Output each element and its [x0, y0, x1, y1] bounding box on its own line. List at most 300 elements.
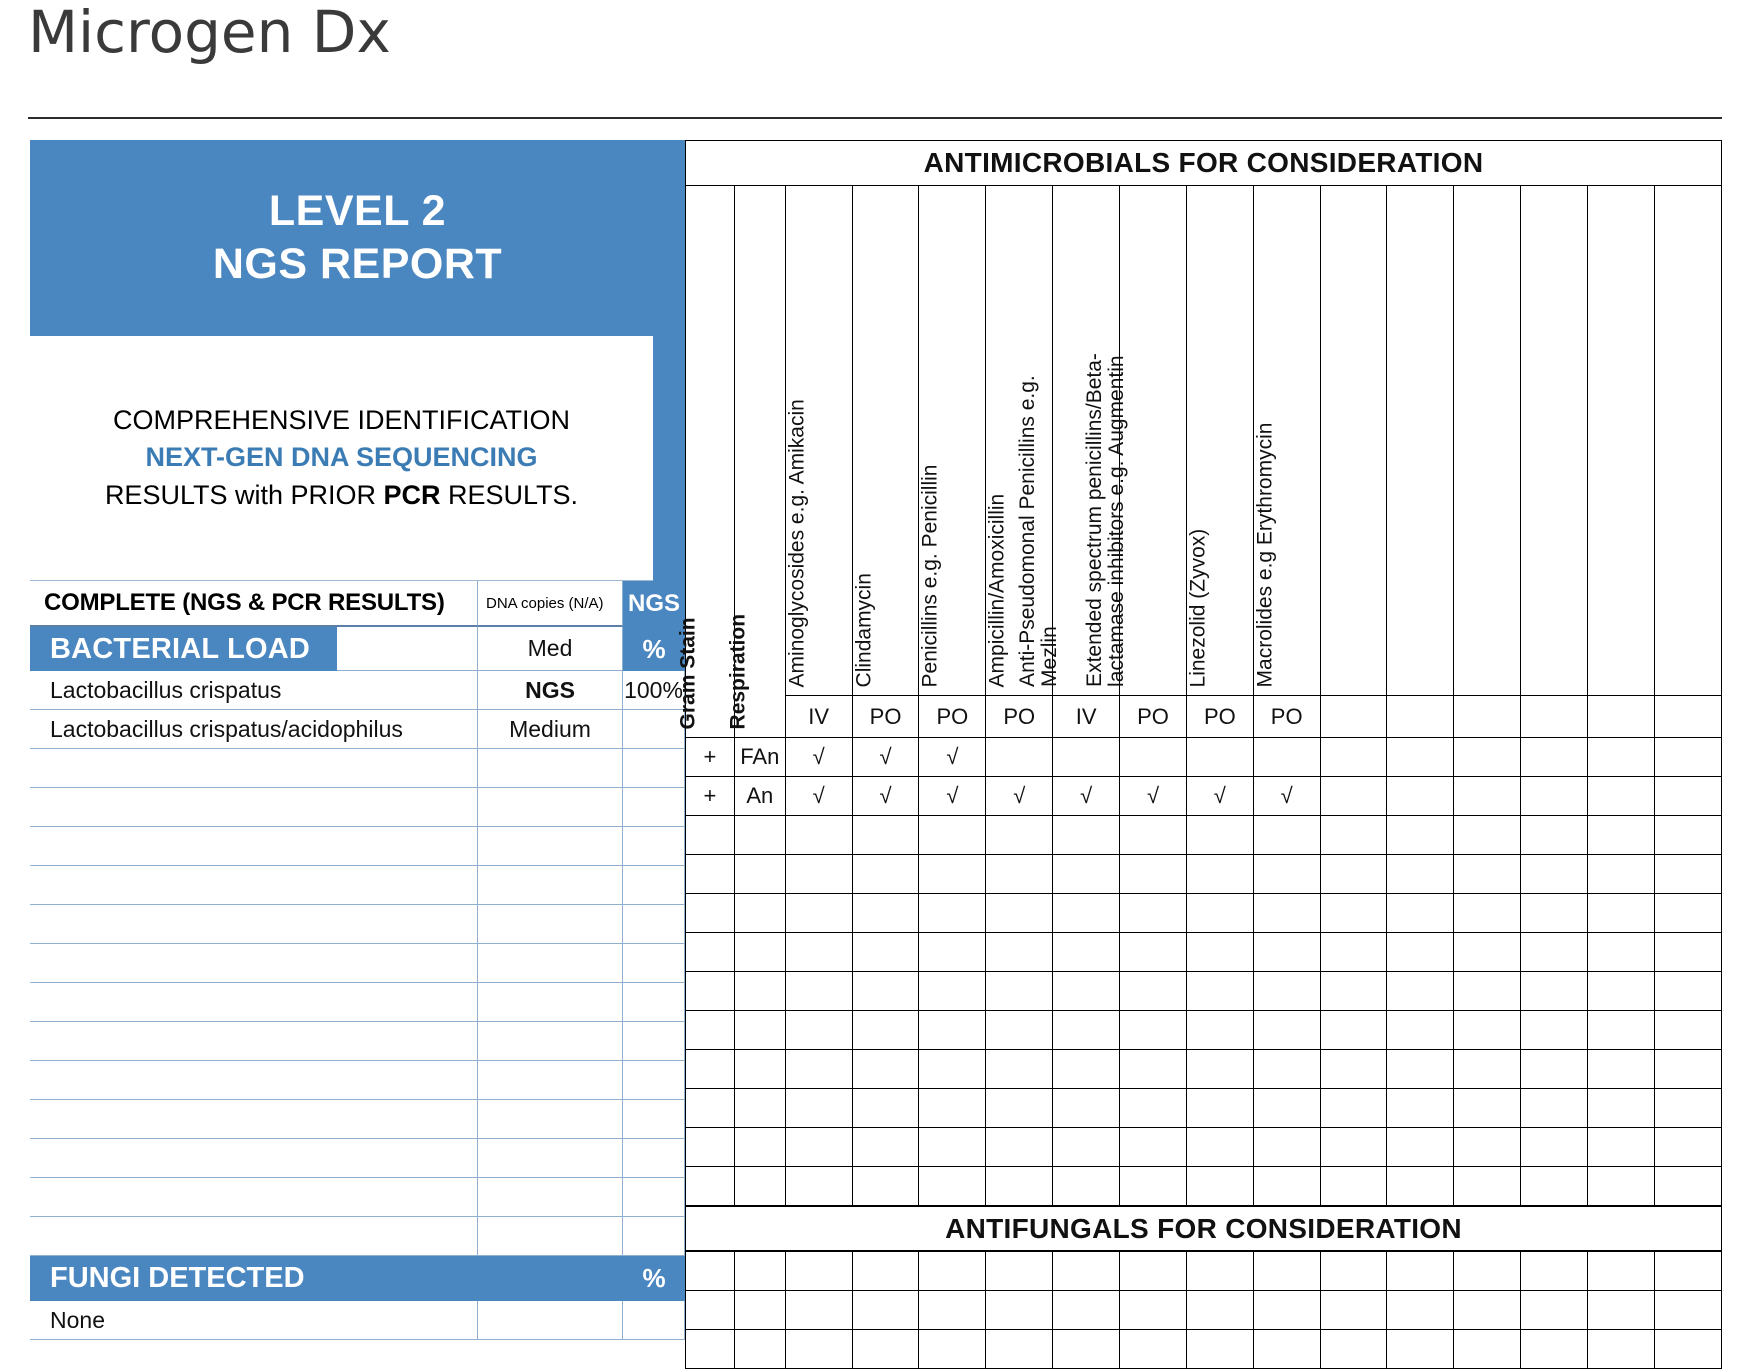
susceptibility-cell [1387, 738, 1454, 777]
organism-ngs-percent [623, 788, 685, 827]
empty-grid-cell [852, 1128, 919, 1167]
empty-grid-cell [1120, 855, 1187, 894]
empty-grid-cell [1588, 1011, 1655, 1050]
empty-grid-cell [686, 933, 735, 972]
ngs-report-table [30, 140, 1722, 1361]
empty-grid-cell [1521, 816, 1588, 855]
empty-grid-row [686, 1089, 1722, 1128]
empty-grid-cell [919, 816, 986, 855]
empty-grid-cell [1387, 933, 1454, 972]
susceptibility-cell [1454, 738, 1521, 777]
drug-column-label: Ampicillin/Amoxicillin [985, 493, 1009, 687]
empty-grid-cell [785, 1167, 852, 1206]
antifungal-cell [1387, 1291, 1454, 1330]
antifungal-cell [1521, 1252, 1588, 1291]
empty-grid-cell [686, 1128, 735, 1167]
antifungal-row [686, 1330, 1722, 1369]
antifungal-cell [734, 1252, 785, 1291]
empty-grid-cell [1521, 1128, 1588, 1167]
antifungal-cell [852, 1330, 919, 1369]
antifungal-cell [1253, 1330, 1320, 1369]
susceptibility-cell [1588, 738, 1655, 777]
empty-grid-cell [734, 1128, 785, 1167]
organism-row-empty [30, 866, 685, 905]
empty-grid-cell [852, 1167, 919, 1206]
empty-grid-cell [1588, 1089, 1655, 1128]
organism-row-empty [30, 827, 685, 866]
drug-column-header [852, 186, 919, 696]
organism-ngs-percent [623, 866, 685, 905]
empty-grid-cell [1320, 855, 1387, 894]
empty-grid-cell [986, 1011, 1053, 1050]
susceptibility-cell: √ [1253, 777, 1320, 816]
left-header-row [30, 581, 685, 627]
empty-grid-cell [1454, 855, 1521, 894]
empty-grid-cell [986, 894, 1053, 933]
organism-row-empty [30, 1217, 685, 1256]
organism-row [30, 710, 685, 749]
susceptibility-cell [1454, 777, 1521, 816]
empty-grid-cell [785, 816, 852, 855]
fungi-row [30, 1301, 685, 1340]
antifungal-cell [986, 1252, 1053, 1291]
empty-grid-cell [1387, 816, 1454, 855]
empty-grid-cell [686, 855, 735, 894]
empty-grid-cell [1387, 972, 1454, 1011]
organism-name: Lactobacillus crispatus [30, 671, 478, 710]
empty-grid-cell [1120, 1011, 1187, 1050]
empty-grid-cell [1120, 972, 1187, 1011]
organism-dna-value [478, 1139, 623, 1178]
susceptibility-cell [1320, 738, 1387, 777]
empty-grid-cell [1521, 855, 1588, 894]
antifungal-cell [1053, 1291, 1120, 1330]
drug-column-header [1654, 186, 1721, 696]
drug-column-header [785, 186, 852, 696]
empty-grid-cell [1387, 1167, 1454, 1206]
bacterial-load-label: BACTERIAL LOAD [30, 627, 357, 671]
empty-grid-cell [1053, 1011, 1120, 1050]
antifungal-cell [686, 1252, 735, 1291]
empty-grid-cell [1588, 1050, 1655, 1089]
empty-grid-cell [1053, 1050, 1120, 1089]
organism-name: Lactobacillus crispatus/acidophilus [30, 710, 478, 749]
empty-grid-cell [1521, 1167, 1588, 1206]
organism-name [30, 1139, 478, 1178]
organism-name [30, 1022, 478, 1061]
empty-grid-cell [734, 855, 785, 894]
empty-grid-row [686, 855, 1722, 894]
empty-grid-cell [919, 855, 986, 894]
empty-grid-cell [1120, 816, 1187, 855]
route-cell: IV [785, 696, 852, 738]
empty-grid-cell [919, 894, 986, 933]
organism-dna-value [478, 827, 623, 866]
antifungal-cell [986, 1291, 1053, 1330]
empty-grid-cell [734, 816, 785, 855]
empty-grid-cell [1521, 1089, 1588, 1128]
organism-row-empty [30, 905, 685, 944]
empty-grid-cell [1320, 1011, 1387, 1050]
route-cell: PO [1253, 696, 1320, 738]
empty-grid-cell [1253, 972, 1320, 1011]
organism-ngs-percent [623, 1022, 685, 1061]
empty-grid-cell [1120, 894, 1187, 933]
empty-grid-cell [1320, 1128, 1387, 1167]
antifungal-cell [1387, 1252, 1454, 1291]
empty-grid-cell [919, 1128, 986, 1167]
empty-grid-cell [686, 816, 735, 855]
fungi-detected-label: FUNGI DETECTED [50, 1262, 305, 1294]
description-line-3 [105, 477, 578, 514]
antifungal-cell [785, 1252, 852, 1291]
susceptibility-row [686, 777, 1722, 816]
organism-dna-value [478, 983, 623, 1022]
organism-name [30, 788, 478, 827]
drug-column-header [1083, 186, 1187, 696]
empty-grid-cell [919, 1011, 986, 1050]
organism-name [30, 827, 478, 866]
organism-name [30, 1061, 478, 1100]
antifungal-cell [1387, 1330, 1454, 1369]
empty-grid-cell [1654, 972, 1721, 1011]
empty-grid-cell [734, 1089, 785, 1128]
susceptibility-cell [1588, 777, 1655, 816]
antimicrobials-panel [676, 140, 1722, 1361]
organism-dna-value [478, 866, 623, 905]
empty-grid-cell [1588, 855, 1655, 894]
organism-row-empty [30, 788, 685, 827]
antifungal-cell [1588, 1330, 1655, 1369]
fungi-dna-value [478, 1301, 623, 1340]
susceptibility-cell [1186, 738, 1253, 777]
empty-grid-cell [919, 1089, 986, 1128]
empty-grid-cell [1253, 1128, 1320, 1167]
antifungal-cell [1120, 1291, 1187, 1330]
antifungal-cell [1454, 1291, 1521, 1330]
organism-ngs-percent [623, 1217, 685, 1256]
drug-column-label: Aminoglycosides e.g. Amikacin [785, 398, 809, 687]
organism-dna-value: NGS [478, 671, 623, 710]
drug-column-label: Linezolid (Zyvox) [1186, 528, 1210, 687]
empty-grid-cell [1654, 1128, 1721, 1167]
antifungal-cell [1521, 1291, 1588, 1330]
empty-grid-cell [1120, 1050, 1187, 1089]
empty-grid-cell [919, 972, 986, 1011]
empty-grid-cell [986, 1128, 1053, 1167]
organism-name [30, 866, 478, 905]
empty-grid-cell [1521, 1011, 1588, 1050]
empty-grid-cell [1186, 1128, 1253, 1167]
organism-name [30, 1100, 478, 1139]
empty-grid-cell [686, 1089, 735, 1128]
antimicrobials-title: ANTIMICROBIALS FOR CONSIDERATION [685, 140, 1722, 185]
empty-grid-cell [1454, 933, 1521, 972]
complete-results-header: COMPLETE (NGS & PCR RESULTS) [30, 581, 478, 627]
empty-grid-cell [1053, 1167, 1120, 1206]
empty-grid-cell [1186, 894, 1253, 933]
empty-grid-cell [852, 1089, 919, 1128]
empty-grid-cell [734, 1167, 785, 1206]
antifungal-cell [1253, 1291, 1320, 1330]
gram-stain-cell: + [686, 738, 735, 777]
route-cell: PO [986, 696, 1053, 738]
organism-row-empty [30, 1022, 685, 1061]
organism-ngs-percent [623, 905, 685, 944]
antifungal-cell [1120, 1330, 1187, 1369]
empty-grid-cell [1654, 894, 1721, 933]
report-title-line1: LEVEL 2 [268, 186, 447, 235]
organism-dna-value [478, 1100, 623, 1139]
description-pcr-emphasis: PCR [383, 479, 441, 510]
description-line-3c: RESULTS. [440, 479, 579, 510]
empty-grid-cell [1387, 1128, 1454, 1167]
empty-grid-row [686, 1050, 1722, 1089]
antifungal-cell [1454, 1252, 1521, 1291]
empty-grid-cell [1053, 816, 1120, 855]
antifungal-cell [1186, 1291, 1253, 1330]
susceptibility-cell [1120, 738, 1187, 777]
empty-grid-cell [1253, 933, 1320, 972]
empty-grid-cell [852, 894, 919, 933]
organism-row-empty [30, 1178, 685, 1217]
antifungal-cell [919, 1252, 986, 1291]
susceptibility-cell [1387, 777, 1454, 816]
route-cell: PO [1120, 696, 1187, 738]
empty-grid-cell [785, 933, 852, 972]
organism-dna-value [478, 788, 623, 827]
bacterial-load-row [30, 627, 685, 671]
description-line-3a: RESULTS with PRIOR [104, 479, 384, 510]
antifungal-cell [1186, 1330, 1253, 1369]
empty-grid-cell [1253, 1050, 1320, 1089]
organism-name [30, 1217, 478, 1256]
empty-grid-cell [1253, 1089, 1320, 1128]
organism-row-empty [30, 1139, 685, 1178]
drug-column-header [1320, 186, 1387, 696]
antimicrobials-grid [676, 185, 1722, 1206]
empty-grid-cell [1454, 1167, 1521, 1206]
empty-grid-cell [1186, 1089, 1253, 1128]
drug-column-header [1186, 186, 1253, 696]
empty-grid-cell [1654, 1011, 1721, 1050]
empty-grid-cell [734, 972, 785, 1011]
susceptibility-cell [1654, 738, 1721, 777]
drug-column-header [1454, 186, 1521, 696]
drug-column-header [919, 186, 986, 696]
empty-grid-cell [1053, 894, 1120, 933]
organism-dna-value [478, 1061, 623, 1100]
fungi-name: None [30, 1301, 478, 1340]
route-cell [1387, 696, 1454, 738]
antifungal-cell [1053, 1252, 1120, 1291]
fixed-column-label: Respiration [726, 613, 750, 729]
organism-name [30, 983, 478, 1022]
empty-grid-cell [734, 1011, 785, 1050]
empty-grid-cell [1186, 933, 1253, 972]
brand-title: Microgen Dx [28, 0, 391, 66]
empty-grid-cell [1454, 1128, 1521, 1167]
organism-row-empty [30, 983, 685, 1022]
organism-ngs-percent [623, 1061, 685, 1100]
susceptibility-row [686, 738, 1722, 777]
empty-grid-cell [1588, 816, 1655, 855]
route-cell: IV [1053, 696, 1120, 738]
empty-grid-cell [1320, 972, 1387, 1011]
organism-dna-value [478, 944, 623, 983]
antifungal-cell [1120, 1252, 1187, 1291]
report-description-block [30, 336, 653, 581]
empty-grid-cell [1120, 1089, 1187, 1128]
antifungal-cell [1253, 1252, 1320, 1291]
empty-grid-row [686, 972, 1722, 1011]
susceptibility-cell: √ [919, 777, 986, 816]
empty-grid-cell [1454, 1050, 1521, 1089]
empty-grid-cell [1253, 1167, 1320, 1206]
empty-grid-cell [1053, 972, 1120, 1011]
drug-column-label: Clindamycin [852, 572, 876, 687]
organism-row-empty [30, 1100, 685, 1139]
description-line-1: COMPREHENSIVE IDENTIFICATION [112, 405, 571, 436]
empty-grid-cell [1053, 1089, 1120, 1128]
drug-column-header [1521, 186, 1588, 696]
susceptibility-cell [1320, 777, 1387, 816]
empty-grid-row [686, 1167, 1722, 1206]
identification-panel [30, 140, 685, 1361]
empty-grid-cell [1654, 855, 1721, 894]
bacterial-load-blank-cell [337, 627, 478, 671]
empty-grid-cell [1654, 1167, 1721, 1206]
antifungal-row [686, 1291, 1722, 1330]
susceptibility-cell: √ [1053, 777, 1120, 816]
organism-ngs-percent [623, 749, 685, 788]
organism-dna-value [478, 1178, 623, 1217]
susceptibility-cell: √ [986, 777, 1053, 816]
antifungals-title: ANTIFUNGALS FOR CONSIDERATION [685, 1206, 1722, 1251]
organism-dna-value: Medium [478, 710, 623, 749]
antifungal-row [686, 1252, 1722, 1291]
empty-grid-cell [1521, 1050, 1588, 1089]
report-title-line2: NGS REPORT [212, 240, 503, 288]
susceptibility-cell [1654, 777, 1721, 816]
drug-column-label: Penicillins e.g. Penicillin [918, 464, 942, 687]
empty-grid-row [686, 894, 1722, 933]
empty-grid-cell [1454, 816, 1521, 855]
respiration-cell: An [734, 777, 785, 816]
organism-name [30, 905, 478, 944]
drug-column-header [1253, 186, 1320, 696]
ngs-percent-header: % [623, 627, 685, 671]
organism-ngs-percent [623, 1139, 685, 1178]
empty-grid-cell [1454, 1089, 1521, 1128]
antifungal-cell [785, 1291, 852, 1330]
respiration-cell: FAn [734, 738, 785, 777]
fungi-percent-header: % [642, 1263, 666, 1293]
empty-grid-cell [919, 933, 986, 972]
antifungal-cell [686, 1330, 735, 1369]
empty-grid-cell [986, 1167, 1053, 1206]
empty-grid-cell [686, 972, 735, 1011]
fungi-detected-bar [30, 1256, 685, 1301]
organism-name [30, 944, 478, 983]
empty-grid-cell [1253, 816, 1320, 855]
empty-grid-cell [852, 816, 919, 855]
gram-stain-cell: + [686, 777, 735, 816]
antifungal-cell [1320, 1291, 1387, 1330]
empty-grid-cell [785, 855, 852, 894]
empty-grid-row [686, 1011, 1722, 1050]
organism-ngs-percent [623, 1100, 685, 1139]
empty-grid-cell [1186, 855, 1253, 894]
susceptibility-cell [986, 738, 1053, 777]
empty-grid-cell [986, 972, 1053, 1011]
empty-grid-cell [1454, 1011, 1521, 1050]
empty-grid-cell [1320, 894, 1387, 933]
route-cell: PO [919, 696, 986, 738]
route-cell: PO [1186, 696, 1253, 738]
susceptibility-cell: √ [852, 738, 919, 777]
organism-ngs-percent [623, 827, 685, 866]
empty-grid-cell [1387, 894, 1454, 933]
empty-grid-cell [986, 816, 1053, 855]
empty-grid-cell [686, 1050, 735, 1089]
drug-column-label: Extended spectrum penicillins/Beta- lactamase inhibitors e.g. Augmentin [1083, 353, 1129, 687]
susceptibility-cell: √ [1120, 777, 1187, 816]
empty-grid-cell [852, 1050, 919, 1089]
antifungal-cell [1654, 1330, 1721, 1369]
antifungal-cell [686, 1291, 735, 1330]
empty-grid-cell [1654, 816, 1721, 855]
empty-grid-cell [1588, 972, 1655, 1011]
fixed-column-header [726, 186, 785, 738]
drug-column-label: Macrolides e.g Erythromycin [1253, 422, 1277, 687]
empty-grid-cell [1320, 1167, 1387, 1206]
empty-grid-cell [1454, 972, 1521, 1011]
empty-grid-cell [785, 1128, 852, 1167]
organism-name [30, 1178, 478, 1217]
empty-grid-cell [1588, 933, 1655, 972]
antifungal-cell [919, 1330, 986, 1369]
susceptibility-cell [1253, 738, 1320, 777]
empty-grid-cell [1320, 1050, 1387, 1089]
organism-dna-value [478, 1022, 623, 1061]
empty-grid-cell [852, 972, 919, 1011]
drug-column-header [1588, 186, 1655, 696]
empty-grid-cell [1588, 894, 1655, 933]
organism-dna-value [478, 749, 623, 788]
route-cell [1654, 696, 1721, 738]
dna-copies-header: DNA copies (N/A) [478, 581, 623, 627]
antifungal-cell [1521, 1330, 1588, 1369]
antifungal-cell [1053, 1330, 1120, 1369]
empty-grid-cell [852, 933, 919, 972]
empty-grid-cell [1120, 1128, 1187, 1167]
antifungal-cell [785, 1330, 852, 1369]
description-line-2: NEXT-GEN DNA SEQUENCING [145, 442, 538, 473]
route-cell [1320, 696, 1387, 738]
empty-grid-cell [785, 1011, 852, 1050]
empty-grid-cell [1120, 933, 1187, 972]
empty-grid-cell [1253, 1011, 1320, 1050]
organism-row [30, 671, 685, 710]
empty-grid-cell [734, 933, 785, 972]
empty-grid-cell [686, 1167, 735, 1206]
organism-ngs-percent [623, 944, 685, 983]
empty-grid-cell [1053, 1128, 1120, 1167]
route-cell [1454, 696, 1521, 738]
susceptibility-cell [1521, 777, 1588, 816]
empty-grid-cell [852, 855, 919, 894]
